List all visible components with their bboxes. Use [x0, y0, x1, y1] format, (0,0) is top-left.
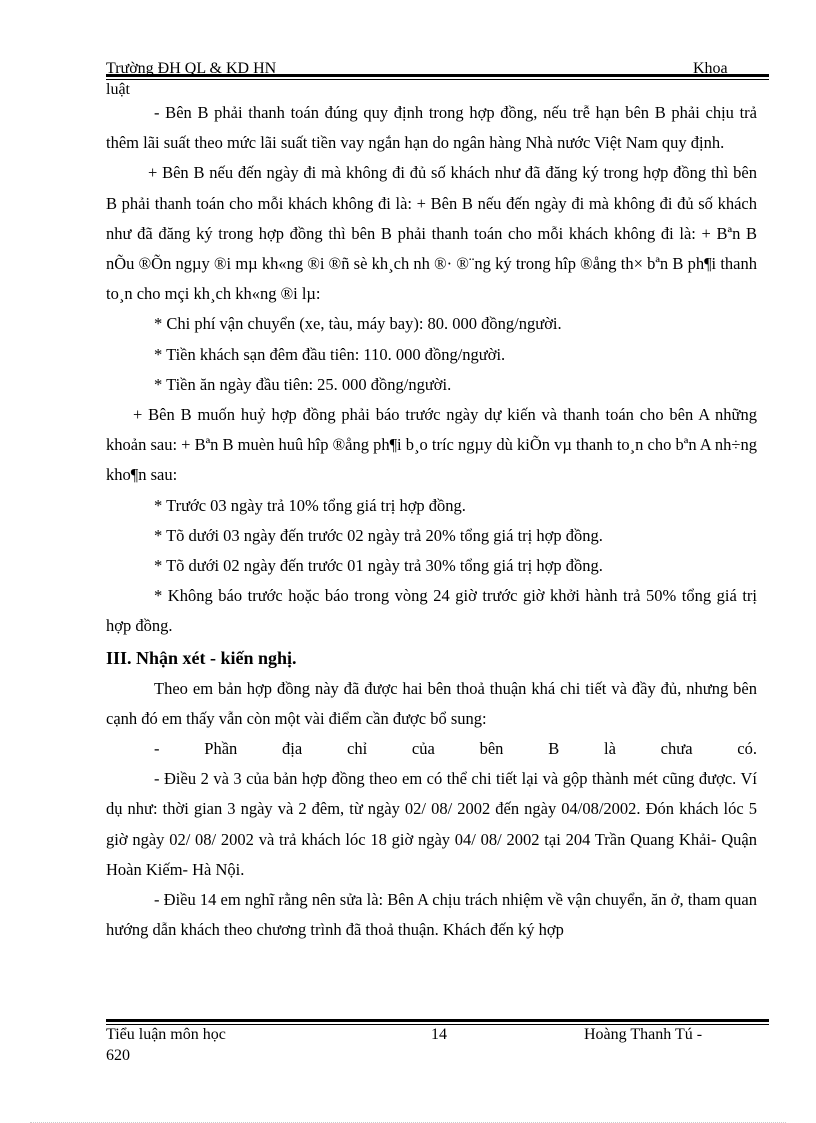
header-rule-thin	[106, 79, 769, 80]
paragraph-hotel-cost: * Tiền khách sạn đêm đầu tiên: 110. 000 đồng/người.	[154, 344, 506, 364]
paragraph-address-missing: - Phần địa chỉ của bên B là chưa có.	[154, 739, 757, 759]
paragraph-review-intro: Theo em bản hợp đồng này đã được hai bên thoả thuận khá chi tiết và đầy đủ, nhưng bên cạnh đó em thấy vẫn còn một vài điểm cần được bổ sung:	[106, 678, 757, 728]
paragraph-articles-2-3: - Điều 2 và 3 của bản hợp đồng theo em có thể chi tiết lại và gộp thành mét cũng được. Ví dụ như: thời gian 3 ngày và 2 đêm, từ ngày 02/ 08/ 2002 đến ngày 04/08/2002. Đón khách lóc 5 giờ ngày 02/ 08/ 2002 và trả khách lóc 18 giờ ngày 04/ 08/ 2002 tại 204 Trần Quang Khải- Quận Hoàn Kiếm- Hà Nội.	[106, 769, 757, 879]
footer-course-title: Tiểu luận môn học	[106, 1026, 226, 1043]
paragraph-cancel-01-day: * Tõ dưới 02 ngày đến trước 01 ngày trả 30% tổng giá trị hợp đồng.	[154, 556, 603, 576]
paragraph-payment-term: - Bên B phải thanh toán đúng quy định trong hợp đồng, nếu trễ hạn bên B phải chịu trả thêm lãi suất theo mức lãi suất tiền vay ngắn hạn do ngân hàng Nhà nước Việt Nam quy định.	[106, 103, 757, 153]
paragraph-cancel-03-days: * Trước 03 ngày trả 10% tổng giá trị hợp đồng.	[154, 495, 466, 515]
paragraph-article-14: - Điều 14 em nghĩ rằng nên sửa là: Bên A chịu trách nhiệm về vận chuyển, ăn ở, tham quan hướng dẫn khách theo chương trình đã thoả thuận. Khách đến ký hợp	[106, 890, 757, 940]
paragraph-cancel-24-hours: * Không báo trước hoặc báo trong vòng 24 giờ trước giờ khởi hành trả 50% tổng giá trị hợp đồng.	[106, 586, 757, 636]
header-school-name: Trường ĐH QL & KD HN	[106, 60, 277, 77]
footer-continuation: 620	[106, 1047, 130, 1064]
footer-author: Hoàng Thanh Tú -	[584, 1026, 703, 1043]
paragraph-meal-cost: * Tiền ăn ngày đầu tiên: 25. 000 đồng/người.	[154, 374, 452, 394]
header-faculty: Khoa	[693, 60, 728, 77]
footer-rule-thick	[106, 1019, 769, 1022]
header-rule-thick	[106, 74, 769, 77]
header-continuation: luật	[106, 81, 130, 98]
paragraph-cancel-02-days: * Tõ dưới 03 ngày đến trước 02 ngày trả 20% tổng giá trị hợp đồng.	[154, 525, 603, 545]
paragraph-cancellation: + Bên B muốn huỷ hợp đồng phải báo trước ngày dự kiến và thanh toán cho bên A những khoản sau: + Bªn B muèn huû hîp ®ång ph¶i b¸o tríc ngµy dù kiÕn vµ thanh to¸n cho bªn A nh÷ng kho¶n sau:	[106, 405, 757, 485]
page-number: 14	[431, 1026, 447, 1043]
footer-rule-thin	[106, 1024, 769, 1025]
paragraph-missing-guests: + Bên B nếu đến ngày đi mà không đi đủ số khách như đã đăng ký trong hợp đồng thì bên B phải thanh toán cho mỗi khách không đi là: + Bên B nếu đến ngày đi mà không đi đủ số khách như đã đăng ký trong hợp đồng thì bên B phải thanh toán cho mỗi khách không đi là: + Bªn B nÕu ®Õn ngµy ®i mµ kh«ng ®i ®ñ sè kh¸ch nh ®· ®¨ng ký trong hîp ®ång th× bªn B ph¶i thanh to¸n cho mçi kh¸ch kh«ng ®i lµ:	[106, 163, 757, 304]
paragraph-transport-cost: * Chi phí vận chuyển (xe, tàu, máy bay): 80. 000 đồng/người.	[154, 314, 562, 334]
document-body	[106, 98, 757, 945]
section-heading: III. Nhận xét - kiến nghị.	[106, 647, 297, 668]
